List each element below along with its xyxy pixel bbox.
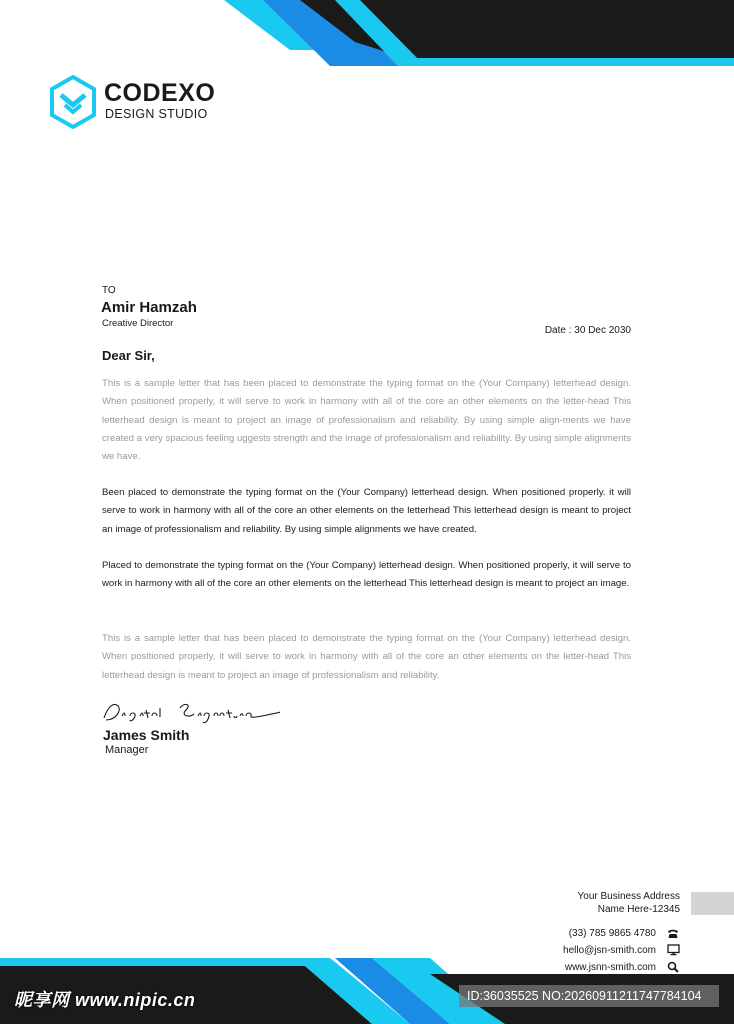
computer-icon [666,943,680,957]
body-paragraph-3: Placed to demonstrate the typing format on the (Your Company) letterhead design. When positioned properly, it will serve to work in harmony with all of the core an other elements on the letterhead This letterhead design is meant to project an image. [102,560,631,590]
phone-icon [666,926,680,940]
email-address[interactable]: hello@jsn-smith.com [563,944,656,956]
address-accent-block [691,892,734,915]
watermark-id: ID:36035525 NO:20260911211747784104 [459,985,719,1007]
salutation: Dear Sir, [102,348,155,363]
address-line-1: Your Business Address [577,891,680,902]
signer-role: Manager [105,744,149,756]
recipient-title: Creative Director [102,318,174,329]
recipient-name: Amir Hamzah [101,299,197,316]
hexagon-logo-icon [50,75,96,129]
to-label: TO [102,285,116,296]
watermark-site: 昵享网 www.nipic.cn [14,990,196,1010]
body-paragraph-4: This is a sample letter that has been placed to demonstrate the typing format on the (Your Company) letterhead design. When positioned properly, it will serve to work in harmony with all of the core an other elements on the letter-head This letterhead design is meant to project an image of professionalism and reliability. [102,633,631,681]
company-tagline: DESIGN STUDIO [105,107,208,121]
header-decoration [0,0,734,70]
website-url[interactable]: www.jsnn-smith.com [564,961,656,973]
address-line-2: Name Here-12345 [597,904,680,915]
body-paragraph-2: Been placed to demonstrate the typing format on the (Your Company) letterhead design. When positioned properly. it will serve to work in harmony with all of the core an other elements on the letterhead This letterhead design is meant to project an image of professionalism and reliability. By using simple alignments we have created. [102,487,631,535]
company-logo [50,75,220,129]
contact-email-row [563,943,680,957]
body-paragraph-1: This is a sample letter that has been placed to demonstrate the typing format on the (Your Company) letterhead design. When positioned properly, it will serve to work in harmony with all of the core an other elements on the letter-head This letterhead design is meant to project an image of professionalism and reliability. By using simple align-ments we have created a very spacious feeling uggests strength and the image of professionalism and reliability. By using simple alignments we have. [102,378,631,463]
contact-phone-row [569,926,680,940]
phone-number: (33) 785 9865 4780 [568,927,656,939]
handwritten-signature [100,698,280,726]
letter-date: Date : 30 Dec 2030 [544,325,631,336]
signer-name: James Smith [103,727,190,743]
company-name: CODEXO [104,79,216,107]
